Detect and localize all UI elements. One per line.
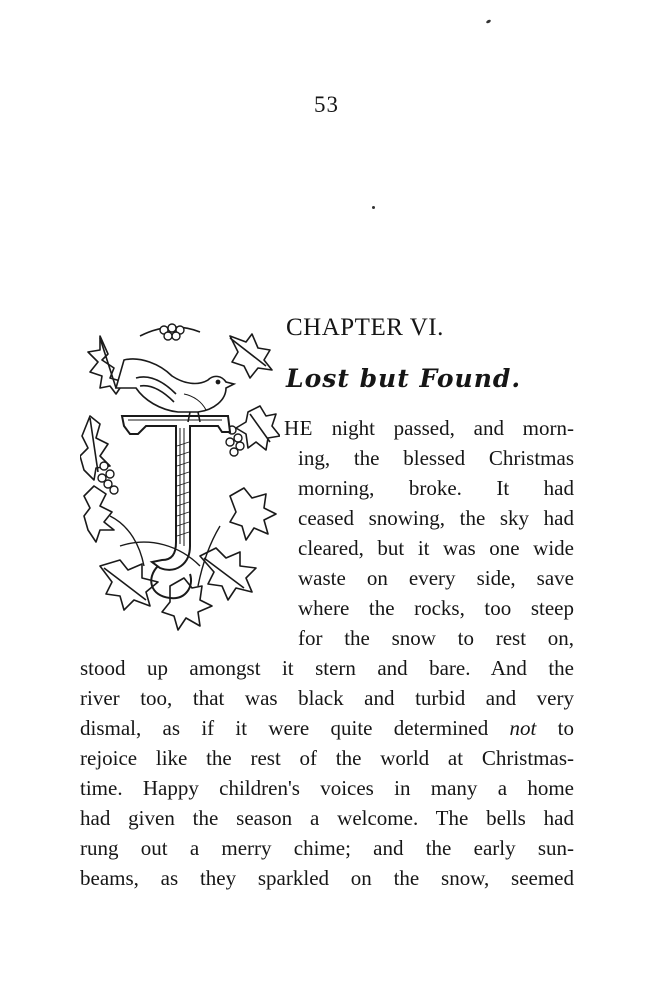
text-line: beams, as they sparkled on the snow, seemed — [80, 866, 574, 890]
text-line: for the snow to rest on, — [298, 626, 574, 650]
text-line — [284, 414, 574, 442]
robin-icon — [116, 359, 234, 422]
text-line: stood up amongst it stern and bare. And the — [80, 656, 574, 680]
chapter-subtitle: Lost but Found. — [286, 364, 522, 393]
drop-cap-illustration — [80, 316, 280, 646]
text-line: rung out a merry chime; and the early sun- — [80, 836, 574, 860]
emphasized-word: not — [509, 716, 537, 740]
text-line: cleared, but it was one wide — [298, 536, 574, 560]
text-line: had given the season a welcome. The bells had — [80, 806, 574, 830]
text-line: river too, that was black and turbid and very — [80, 686, 574, 710]
text-line: time. Happy children's voices in many a home — [80, 776, 574, 800]
scan-speck — [486, 19, 492, 24]
text-line: ing, the blessed Christmas — [298, 446, 574, 470]
text-line: rejoice like the rest of the world at Christmas- — [80, 746, 574, 770]
text-line-rest: night passed, and morn- — [313, 416, 574, 440]
drop-cap-continuation: HE — [284, 416, 313, 440]
text-line: where the rocks, too steep — [298, 596, 574, 620]
text-line: morning, broke. It had — [298, 476, 574, 500]
page-number: 53 — [314, 92, 339, 117]
text-line: waste on every side, save — [298, 566, 574, 590]
chapter-heading: CHAPTER VI. — [286, 314, 444, 341]
text-line: dismal, as if it were quite determined not to — [80, 716, 574, 740]
text-line: ceased snowing, the sky had — [298, 506, 574, 530]
scan-speck — [372, 206, 375, 209]
